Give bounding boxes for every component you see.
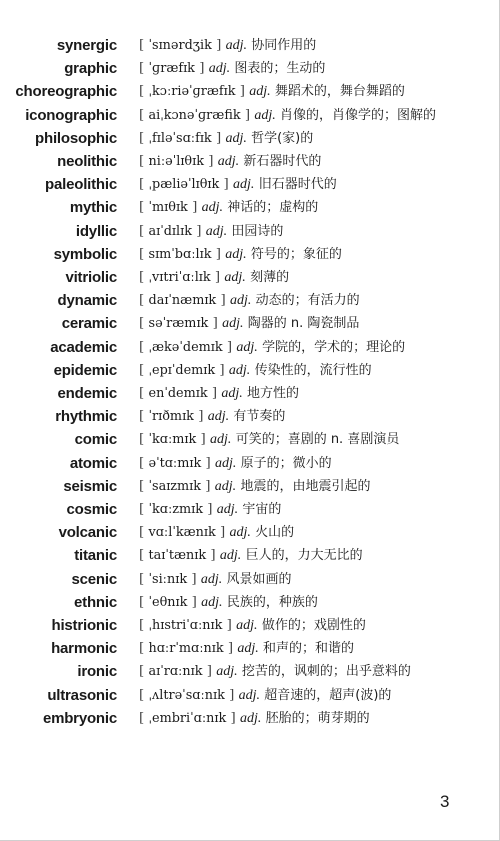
definition: [ aiˌkɔnəˈɡræfik ] adj. 肖像的，肖像学的；图解的 bbox=[139, 107, 437, 123]
part-of-speech: adj. bbox=[219, 548, 242, 564]
definition: [ səˈræmɪk ] adj. 陶器的 n. 陶瓷制品 bbox=[139, 316, 360, 332]
entry bbox=[0, 568, 500, 591]
meaning: 胚胎的；萌芽期的 bbox=[265, 710, 370, 726]
headword: ethnic bbox=[74, 593, 117, 611]
definition: [ ˈsiːnɪk ] adj. 风景如画的 bbox=[139, 571, 292, 587]
part-of-speech: adj. bbox=[221, 386, 243, 402]
pronunciation: ˌembriˈɑːnɪk bbox=[148, 710, 227, 726]
entry bbox=[0, 684, 500, 707]
pronunciation: taɪˈtænɪk bbox=[148, 548, 207, 564]
meaning: 民族的，种族的 bbox=[226, 594, 318, 610]
definition: [ aɪˈrɑːnɪk ] adj. 挖苦的，讽刺的；出乎意料的 bbox=[139, 664, 411, 680]
meaning: 神话的；虚构的 bbox=[227, 200, 319, 216]
pronunciation: enˈdemɪk bbox=[148, 386, 208, 402]
definition: [ ˌembriˈɑːnɪk ] adj. 胚胎的；萌芽期的 bbox=[139, 710, 370, 726]
part-of-speech: adj. bbox=[225, 130, 247, 146]
headword: epidemic bbox=[53, 361, 117, 379]
headword: neolithic bbox=[57, 153, 117, 171]
headword: choreographic bbox=[15, 83, 117, 101]
pronunciation: aɪˈrɑːnɪk bbox=[148, 664, 203, 680]
meaning: 宇宙的 bbox=[242, 502, 282, 518]
headword: academic bbox=[50, 338, 117, 356]
headword: ultrasonic bbox=[47, 686, 117, 704]
part-of-speech: adj. bbox=[201, 200, 223, 216]
headword: harmonic bbox=[51, 640, 117, 658]
entry bbox=[0, 382, 500, 405]
part-of-speech: adj. bbox=[229, 293, 252, 309]
definition: [ aɪˈdɪlɪk ] adj. 田园诗的 bbox=[139, 223, 284, 239]
headword: synergic bbox=[56, 37, 117, 54]
definition: [ ˈrɪðmɪk ] adj. 有节奏的 bbox=[139, 409, 286, 425]
definition: [ sɪmˈbɑːlɪk ] adj. 符号的；象征的 bbox=[139, 246, 342, 262]
headword: idyllic bbox=[75, 222, 117, 240]
meaning: 超音速的，超声(波)的 bbox=[264, 687, 392, 703]
entry bbox=[0, 289, 500, 312]
part-of-speech: adj. bbox=[228, 362, 251, 378]
part-of-speech: adj. bbox=[210, 432, 232, 448]
headword: paleolithic bbox=[45, 176, 117, 194]
part-of-speech: adj. bbox=[222, 316, 244, 332]
headword: comic bbox=[74, 431, 117, 449]
entry bbox=[0, 498, 500, 521]
entry bbox=[0, 173, 500, 196]
meaning: 有节奏的 bbox=[233, 409, 286, 425]
pronunciation: daɪˈnæmɪk bbox=[148, 293, 217, 309]
part-of-speech: adj. bbox=[208, 61, 231, 77]
entry bbox=[0, 104, 500, 127]
definition: [ ˈeθnɪk ] adj. 民族的，种族的 bbox=[139, 594, 318, 610]
pronunciation: ˌʌltrəˈsɑːnɪk bbox=[148, 687, 225, 703]
headword: endemic bbox=[57, 385, 117, 403]
headword: iconographic bbox=[25, 106, 117, 124]
meaning: 地震的，由地震引起的 bbox=[240, 478, 371, 494]
part-of-speech: adj. bbox=[217, 154, 240, 170]
pronunciation: ˌepɪˈdemɪk bbox=[148, 362, 216, 378]
meaning: 可笑的；喜剧的 n. 喜剧演员 bbox=[235, 432, 400, 448]
part-of-speech: adj. bbox=[225, 38, 248, 53]
definition: [ ˌepɪˈdemɪk ] adj. 传染性的，流行性的 bbox=[139, 362, 372, 378]
pronunciation: ˈeθnɪk bbox=[148, 594, 188, 610]
definition: [ niːəˈlɪθɪk ] adj. 新石器时代的 bbox=[139, 154, 322, 170]
meaning: 和声的；和谐的 bbox=[263, 641, 355, 657]
meaning: 传染性的，流行性的 bbox=[254, 362, 372, 378]
part-of-speech: adj. bbox=[216, 502, 239, 518]
entry bbox=[0, 660, 500, 683]
part-of-speech: adj. bbox=[200, 571, 223, 587]
meaning: 图表的；生动的 bbox=[234, 61, 326, 77]
entry bbox=[0, 150, 500, 173]
part-of-speech: adj. bbox=[214, 478, 237, 494]
definition: [ ˌʌltrəˈsɑːnɪk ] adj. 超音速的，超声(波)的 bbox=[139, 687, 392, 703]
definition: [ əˈtɑːmɪk ] adj. 原子的；微小的 bbox=[139, 455, 332, 471]
headword: scenic bbox=[71, 570, 117, 588]
pronunciation: ˈkɑːzmɪk bbox=[148, 502, 203, 518]
pronunciation: niːəˈlɪθɪk bbox=[148, 154, 204, 170]
headword: rhythmic bbox=[55, 408, 117, 426]
part-of-speech: adj. bbox=[254, 107, 276, 123]
pronunciation: ˈsɪnərdʒik bbox=[148, 38, 212, 53]
entry bbox=[0, 614, 500, 637]
part-of-speech: adj. bbox=[201, 594, 223, 610]
headword: philosophic bbox=[35, 129, 117, 147]
entry bbox=[0, 359, 500, 382]
pronunciation: aiˌkɔnəˈɡræfik bbox=[148, 107, 241, 123]
entry bbox=[0, 544, 500, 567]
headword: volcanic bbox=[58, 524, 117, 542]
headword: titanic bbox=[74, 547, 117, 565]
part-of-speech: adj. bbox=[229, 525, 251, 541]
meaning: 火山的 bbox=[255, 525, 295, 541]
meaning: 陶器的 n. 陶瓷制品 bbox=[247, 316, 360, 332]
entry bbox=[0, 266, 500, 289]
definition: [ ˌkɔːriəˈɡræfɪk ] adj. 舞蹈术的，舞台舞蹈的 bbox=[139, 84, 405, 100]
part-of-speech: adj. bbox=[237, 641, 259, 657]
meaning: 风景如画的 bbox=[226, 571, 292, 587]
entry bbox=[0, 57, 500, 80]
meaning: 巨人的，力大无比的 bbox=[245, 548, 363, 564]
headword: ironic bbox=[77, 663, 117, 681]
meaning: 舞蹈术的，舞台舞蹈的 bbox=[274, 84, 405, 100]
entry bbox=[0, 312, 500, 335]
pronunciation: hɑːrˈmɑːnɪk bbox=[148, 641, 224, 657]
definition: [ ˌfɪləˈsɑːfɪk ] adj. 哲学(家)的 bbox=[139, 130, 314, 146]
pronunciation: ˌpæliəˈlɪθɪk bbox=[148, 177, 220, 193]
definition: [ daɪˈnæmɪk ] adj. 动态的；有活力的 bbox=[139, 293, 360, 309]
pronunciation: ˈkɑːmɪk bbox=[148, 432, 197, 448]
part-of-speech: adj. bbox=[240, 710, 262, 726]
entry bbox=[0, 428, 500, 451]
definition: [ ˈsɪnərdʒik ] adj. 协同作用的 bbox=[139, 38, 317, 53]
part-of-speech: adj. bbox=[238, 687, 261, 703]
headword: ceramic bbox=[61, 315, 117, 333]
headword: embryonic bbox=[42, 709, 117, 727]
headword: vitriolic bbox=[65, 269, 117, 287]
definition: [ ˌvɪtriˈɑːlɪk ] adj. 刻薄的 bbox=[139, 270, 290, 286]
pronunciation: ˈsaɪzmɪk bbox=[148, 478, 202, 494]
pronunciation: ˌvɪtriˈɑːlɪk bbox=[148, 270, 211, 286]
meaning: 学院的，学术的；理论的 bbox=[262, 339, 406, 355]
definition: [ enˈdemɪk ] adj. 地方性的 bbox=[139, 386, 300, 402]
pronunciation: ˌækəˈdemɪk bbox=[148, 339, 223, 355]
entry bbox=[0, 637, 500, 660]
headword: graphic bbox=[64, 60, 117, 78]
definition: [ ˌhɪstriˈɑːnɪk ] adj. 做作的；戏剧性的 bbox=[139, 618, 366, 634]
pronunciation: əˈtɑːmɪk bbox=[148, 455, 202, 471]
definition: [ ˈɡræfɪk ] adj. 图表的；生动的 bbox=[139, 61, 326, 77]
entry bbox=[0, 475, 500, 498]
entry bbox=[0, 707, 500, 730]
page-number: 3 bbox=[440, 792, 450, 811]
entry bbox=[0, 196, 500, 219]
headword: cosmic bbox=[66, 501, 117, 519]
part-of-speech: adj. bbox=[236, 339, 258, 355]
entry bbox=[0, 80, 500, 103]
entry bbox=[0, 220, 500, 243]
entry bbox=[0, 521, 500, 544]
definition: [ taɪˈtænɪk ] adj. 巨人的，力大无比的 bbox=[139, 548, 363, 564]
part-of-speech: adj. bbox=[224, 270, 246, 286]
pronunciation: sɪmˈbɑːlɪk bbox=[148, 246, 212, 262]
entry bbox=[0, 591, 500, 614]
part-of-speech: adj. bbox=[249, 84, 271, 100]
headword: atomic bbox=[69, 454, 117, 472]
pronunciation: ˈrɪðmɪk bbox=[148, 409, 194, 425]
part-of-speech: adj. bbox=[225, 246, 247, 262]
pronunciation: ˈɡræfɪk bbox=[148, 61, 195, 77]
meaning: 肖像的，肖像学的；图解的 bbox=[280, 107, 437, 123]
entry bbox=[0, 336, 500, 359]
pronunciation: ˈsiːnɪk bbox=[148, 571, 188, 587]
part-of-speech: adj. bbox=[205, 223, 228, 239]
entry bbox=[0, 452, 500, 475]
pronunciation: aɪˈdɪlɪk bbox=[148, 223, 192, 239]
headword: symbolic bbox=[53, 245, 117, 263]
meaning: 动态的；有活力的 bbox=[255, 293, 360, 309]
meaning: 原子的；微小的 bbox=[240, 455, 332, 471]
definition: [ hɑːrˈmɑːnɪk ] adj. 和声的；和谐的 bbox=[139, 641, 355, 657]
part-of-speech: adj. bbox=[207, 409, 230, 425]
entry-list bbox=[0, 34, 500, 730]
meaning: 哲学(家)的 bbox=[251, 130, 314, 146]
part-of-speech: adj. bbox=[216, 664, 238, 680]
entry bbox=[0, 127, 500, 150]
definition: [ ˈkɑːzmɪk ] adj. 宇宙的 bbox=[139, 502, 282, 518]
headword: dynamic bbox=[57, 292, 117, 310]
meaning: 协同作用的 bbox=[251, 38, 317, 53]
headword: histrionic bbox=[51, 617, 117, 635]
meaning: 地方性的 bbox=[247, 386, 300, 402]
entry bbox=[0, 405, 500, 428]
meaning: 田园诗的 bbox=[231, 223, 284, 239]
headword: mythic bbox=[69, 199, 117, 217]
part-of-speech: adj. bbox=[236, 618, 258, 634]
meaning: 符号的；象征的 bbox=[250, 246, 342, 262]
definition: [ ˈsaɪzmɪk ] adj. 地震的，由地震引起的 bbox=[139, 478, 371, 494]
part-of-speech: adj. bbox=[233, 177, 255, 193]
meaning: 做作的；戏剧性的 bbox=[261, 618, 366, 634]
part-of-speech: adj. bbox=[214, 455, 237, 471]
pronunciation: ˌkɔːriəˈɡræfɪk bbox=[148, 84, 236, 100]
pronunciation: ˌhɪstriˈɑːnɪk bbox=[148, 618, 223, 634]
definition: [ ˈkɑːmɪk ] adj. 可笑的；喜剧的 n. 喜剧演员 bbox=[139, 432, 400, 448]
meaning: 旧石器时代的 bbox=[258, 177, 337, 193]
definition: [ ˈmɪθɪk ] adj. 神话的；虚构的 bbox=[139, 200, 319, 216]
meaning: 挖苦的，讽刺的；出乎意料的 bbox=[241, 664, 411, 680]
definition: [ ˌpæliəˈlɪθɪk ] adj. 旧石器时代的 bbox=[139, 177, 337, 193]
pronunciation: səˈræmɪk bbox=[148, 316, 209, 332]
meaning: 新石器时代的 bbox=[243, 154, 322, 170]
entry bbox=[0, 243, 500, 266]
pronunciation: ˌfɪləˈsɑːfɪk bbox=[148, 130, 212, 146]
pronunciation: ˈmɪθɪk bbox=[148, 200, 188, 216]
definition: [ ˌækəˈdemɪk ] adj. 学院的，学术的；理论的 bbox=[139, 339, 406, 355]
headword: seismic bbox=[63, 477, 117, 495]
entry bbox=[0, 34, 500, 57]
definition: [ vɑːlˈkænɪk ] adj. 火山的 bbox=[139, 525, 295, 541]
pronunciation: vɑːlˈkænɪk bbox=[148, 525, 216, 541]
meaning: 刻薄的 bbox=[250, 270, 290, 286]
